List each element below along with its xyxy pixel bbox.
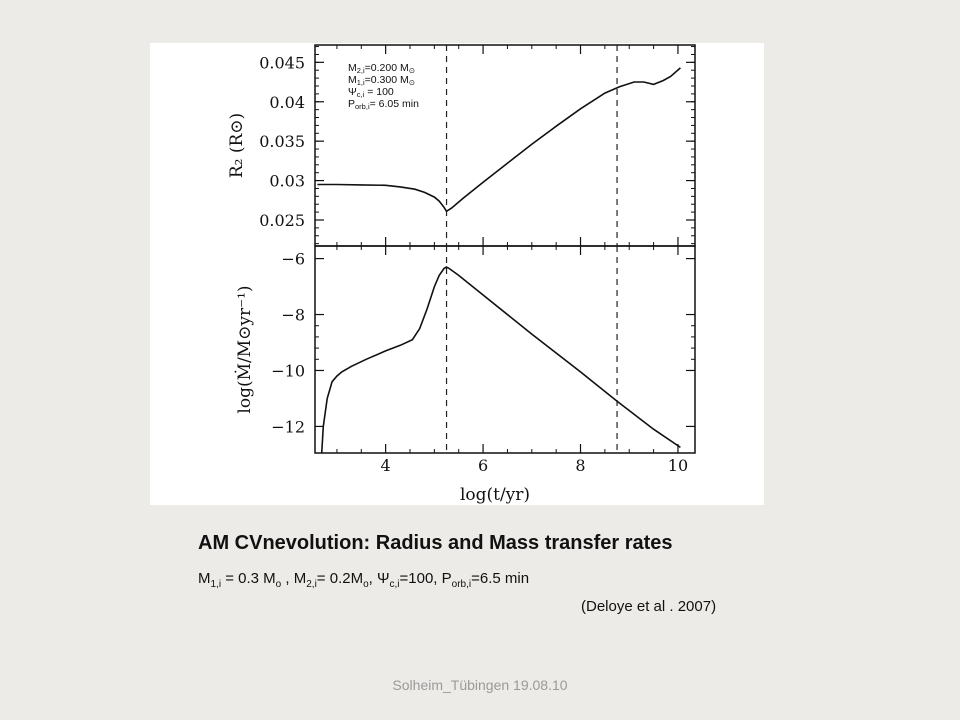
m2-symbol: , M xyxy=(281,570,307,587)
ytick-label-mass-transfer: −10 xyxy=(271,361,305,381)
legend-entry: M2,i=0.200 M⊙ xyxy=(348,62,416,75)
psi-symbol: , Ψ xyxy=(368,570,390,587)
ytick-label-radius: 0.025 xyxy=(259,210,305,230)
ytick-label-radius: 0.035 xyxy=(259,132,305,152)
slide-title: AM CVnevolution: Radius and Mass transfer rates xyxy=(198,532,673,554)
xtick-label: 10 xyxy=(667,456,689,475)
porb-value: =6.5 min xyxy=(471,570,530,587)
legend-entry: Ψc,i = 100 xyxy=(348,86,394,99)
plot-frame-mass-transfer xyxy=(315,246,695,453)
xtick-label: 6 xyxy=(477,456,489,475)
chart-svg xyxy=(150,43,764,505)
ytick-label-mass-transfer: −8 xyxy=(281,305,305,325)
ytick-label-radius: 0.04 xyxy=(269,92,305,112)
m1-symbol: M xyxy=(198,570,211,587)
ytick-label-mass-transfer: −12 xyxy=(271,417,305,437)
m1-unit: o xyxy=(275,579,282,590)
psi-value: =100, P xyxy=(399,570,452,587)
legend-entry: M1,i=0.300 M⊙ xyxy=(348,74,416,87)
legend-entry: Porb,i= 6.05 min xyxy=(348,98,419,111)
slide-footer: Solheim_Tübingen 19.08.10 xyxy=(392,677,568,693)
x-axis-title: log(t/yr) xyxy=(459,485,531,505)
citation: (Deloye et al . 2007) xyxy=(581,598,717,615)
m2-subscript: 2,i xyxy=(306,579,317,590)
y-axis-title-mass-transfer: log(Ṁ/M⊙yr⁻¹) xyxy=(235,285,255,414)
ytick-label-radius: 0.045 xyxy=(259,53,305,73)
m1-subscript: 1,i xyxy=(210,579,222,590)
m2-value: = 0.2M xyxy=(316,570,364,587)
porb-subscript: orb,i xyxy=(451,579,472,590)
xtick-label: 8 xyxy=(575,456,586,475)
ytick-label-mass-transfer: −6 xyxy=(281,249,305,269)
y-axis-title-radius: R₂ (R⊙) xyxy=(227,112,247,179)
xtick-label: 4 xyxy=(380,456,391,475)
chart-figure xyxy=(150,43,764,505)
slide-parameters xyxy=(198,570,529,590)
m1-value: = 0.3 M xyxy=(221,570,276,587)
series-line-mass-transfer xyxy=(321,267,680,460)
ytick-label-radius: 0.03 xyxy=(269,171,305,191)
psi-subscript: c,i xyxy=(389,579,400,590)
m2-unit: o xyxy=(363,579,369,590)
